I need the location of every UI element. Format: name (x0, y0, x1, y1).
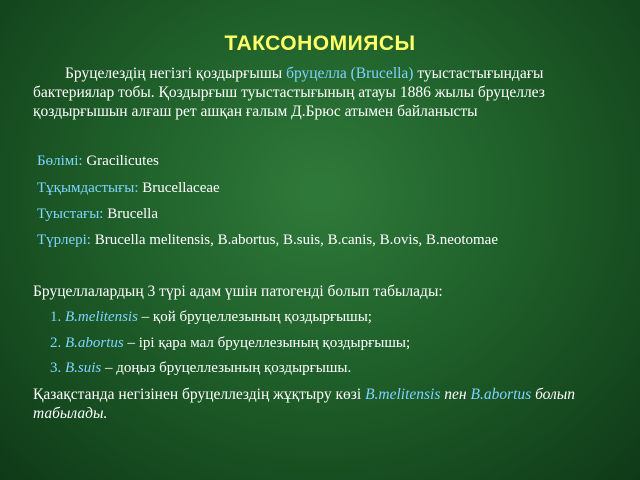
intro-text-before: Бруцелездің негізгі қоздырғышы (65, 65, 287, 82)
taxonomy-value: Brucella melitensis, B.abortus, B.suis, B.canis, B.ovis, B.neotomae (90, 232, 498, 248)
pathogenic-intro: Бруцеллалардың 3 түрі адам үшін патогенді болып табылады: (33, 283, 443, 300)
species-desc: – доңыз бруцеллезының қоздырғышы. (101, 360, 352, 376)
taxonomy-row-species (37, 232, 498, 249)
final-name-2: B.abortus (470, 386, 532, 403)
slide-title: ТАКСОНОМИЯСЫ (224, 32, 416, 55)
species-number: 1. (50, 309, 65, 325)
species-item-2 (50, 335, 410, 352)
species-item-3 (50, 360, 351, 377)
taxonomy-row-genus (37, 206, 158, 223)
final-text-after: болып табылады. (33, 386, 576, 422)
taxonomy-value: Gracilicutes (82, 153, 159, 169)
taxonomy-row-division (37, 153, 159, 170)
species-item-1 (50, 309, 372, 326)
intro-text-after: туыстастығындағы бактериялар тобы. Қоздырғыш туыстастығының атауы 1886 жылы бруцеллез қоздырғышын алғаш рет ашқан ғалым Д.Брюс атымен байланысты (33, 65, 545, 120)
taxonomy-value: Brucella (103, 206, 159, 222)
taxonomy-value: Brucellaceae (138, 180, 220, 196)
species-desc: – ірі қара мал бруцеллезының қоздырғышы; (123, 335, 411, 351)
taxonomy-label: Тұқымдастығы: (37, 180, 139, 196)
taxonomy-row-family (37, 180, 220, 197)
taxonomy-label: Бөлімі: (37, 153, 83, 169)
final-text-middle: пен (440, 386, 471, 403)
final-text-before: Қазақстанда негізінен бруцеллездің жұқтыру көзі (33, 386, 366, 403)
taxonomy-label: Түрлері: (37, 232, 91, 248)
taxonomy-label: Туыстағы: (37, 206, 104, 222)
species-name: B.abortus (65, 335, 124, 351)
final-name-1: B.melitensis (365, 386, 441, 403)
species-name: B.suis (65, 360, 102, 376)
species-desc: – қой бруцеллезының қоздырғышы; (137, 309, 372, 325)
intro-highlight: бруцелла (Brucella) (286, 65, 414, 82)
species-number: 2. (50, 335, 65, 351)
species-number: 3. (50, 360, 65, 376)
intro-paragraph (33, 64, 613, 121)
final-paragraph (33, 385, 613, 423)
species-name: B.melitensis (65, 309, 138, 325)
